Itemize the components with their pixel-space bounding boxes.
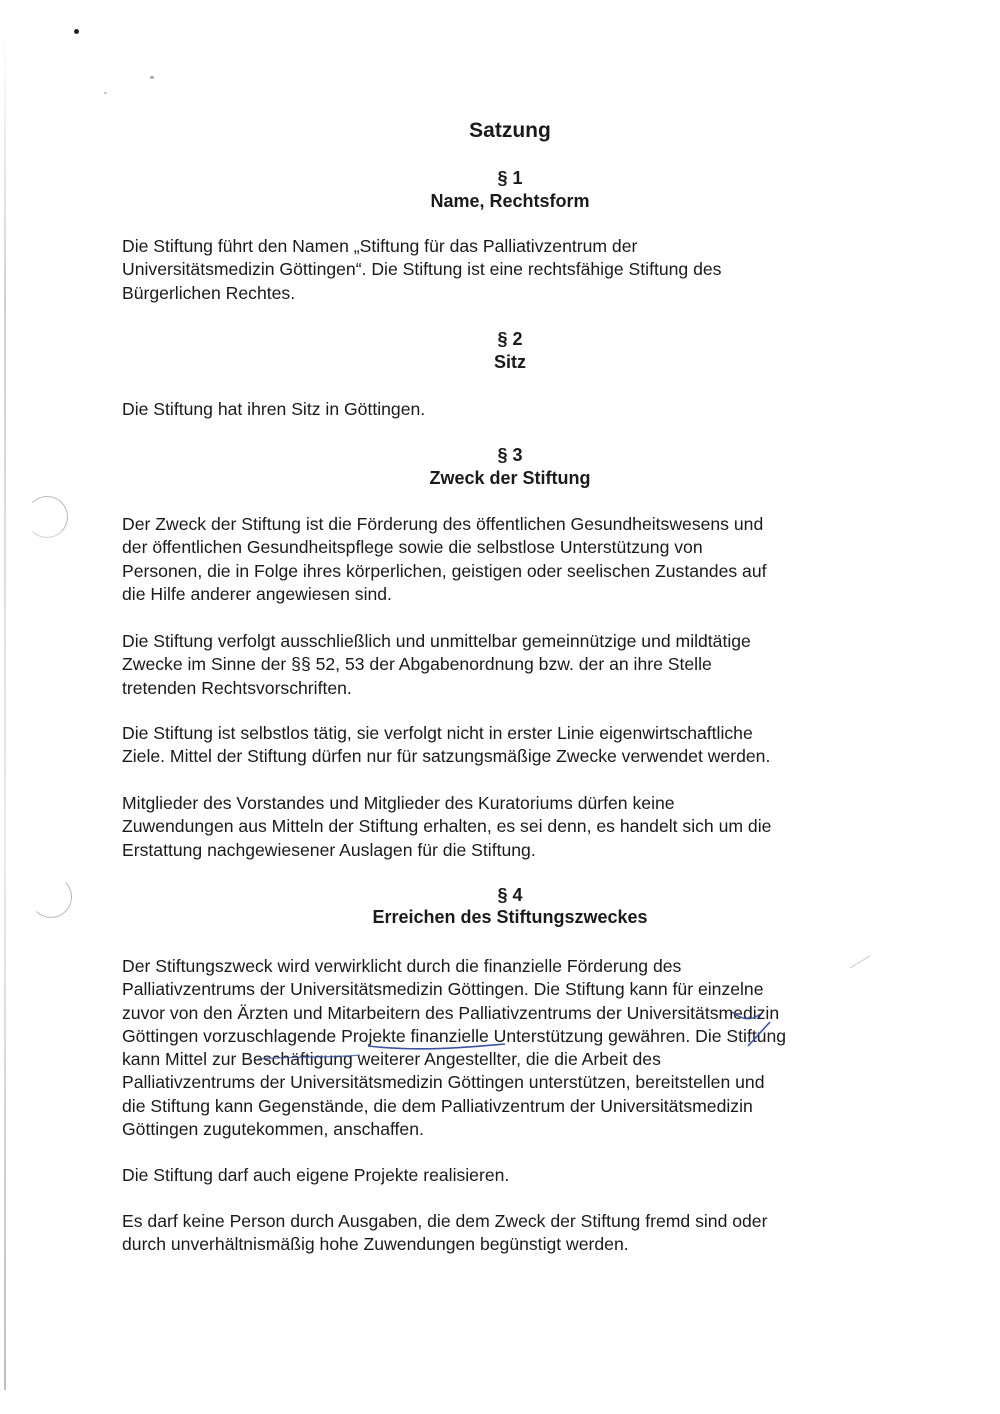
section-1-paragraph-1: Die Stiftung führt den Namen „Stiftung für das Palliativzentrum der Universitätsmedizin Göttingen“. Die Stiftung ist eine rechtsfähige Stiftung des Bürgerlichen Rechtes.	[122, 236, 722, 303]
section-4-paragraph-3: Es darf keine Person durch Ausgaben, die dem Zweck der Stiftung fremd sind oder durch unverhältnismäßig hohe Zuwendungen begünstigt werden.	[122, 1211, 768, 1255]
scan-edge	[4, 30, 6, 1390]
section-3-number: § 3	[497, 445, 523, 465]
section-2-number: § 2	[497, 329, 523, 349]
section-3-paragraph-2: Die Stiftung verfolgt ausschließlich und unmittelbar gemeinnützige und mildtätige Zwecke im Sinne der §§ 52, 53 der Abgabenordnung bzw. der an ihre Stelle tretenden Rechtsvorschriften.	[122, 631, 751, 698]
section-4-heading: Erreichen des Stiftungszweckes	[372, 907, 648, 927]
section-4-paragraph-2: Die Stiftung darf auch eigene Projekte realisieren.	[122, 1165, 510, 1185]
scan-speck	[104, 92, 107, 94]
section-3-paragraph-4: Mitglieder des Vorstandes und Mitglieder des Kuratoriums dürfen keine Zuwendungen aus Mitteln der Stiftung erhalten, es sei denn, es handelt sich um die Erstattung nachgewiesener Auslagen für die Stiftung.	[122, 793, 772, 860]
document-title: Satzung	[469, 119, 551, 142]
section-4-number: § 4	[497, 885, 523, 905]
scan-speck	[74, 29, 79, 34]
section-2-paragraph-1: Die Stiftung hat ihren Sitz in Göttingen.	[122, 399, 426, 419]
section-3-heading: Zweck der Stiftung	[429, 468, 591, 488]
punch-hole	[26, 496, 68, 538]
section-1-number: § 1	[497, 168, 523, 188]
section-3-paragraph-3: Die Stiftung ist selbstlos tätig, sie verfolgt nicht in erster Linie eigenwirtschaftliche Ziele. Mittel der Stiftung dürfen nur für satzungsmäßige Zwecke verwendet werden.	[122, 723, 771, 767]
section-3-paragraph-1: Der Zweck der Stiftung ist die Förderung des öffentlichen Gesundheitswesens und der öffentlichen Gesundheitspflege sowie die selbstlose Unterstützung von Personen, die in Folge ihres körperlichen, geistigen oder seelischen Zustandes auf die Hilfe anderer angewiesen sind.	[122, 514, 767, 604]
section-4-paragraph-1: Der Stiftungszweck wird verwirklicht durch die finanzielle Förderung des Palliativzentrums der Universitätsmedizin Göttingen. Die Stiftung kann für einzelne zuvor von den Ärzten und Mitarbeitern des Palliativzentrums der Universitätsmedizin Göttingen vorzuschlagende Projekte finanzielle Unterstützung gewähren. Die Stiftung kann Mittel zur Beschäftigung weiterer Angestellter, die die Arbeit des Palliativzentrums der Universitätsmedizin Göttingen unterstützen, bereitstellen und die Stiftung kann Gegenstände, die dem Palliativzentrum der Universitätsmedizin Göttingen zugutekommen, anschaffen.	[122, 956, 787, 1140]
section-1-heading: Name, Rechtsform	[430, 191, 590, 211]
scan-speck	[150, 76, 154, 79]
section-2-heading: Sitz	[493, 352, 526, 372]
